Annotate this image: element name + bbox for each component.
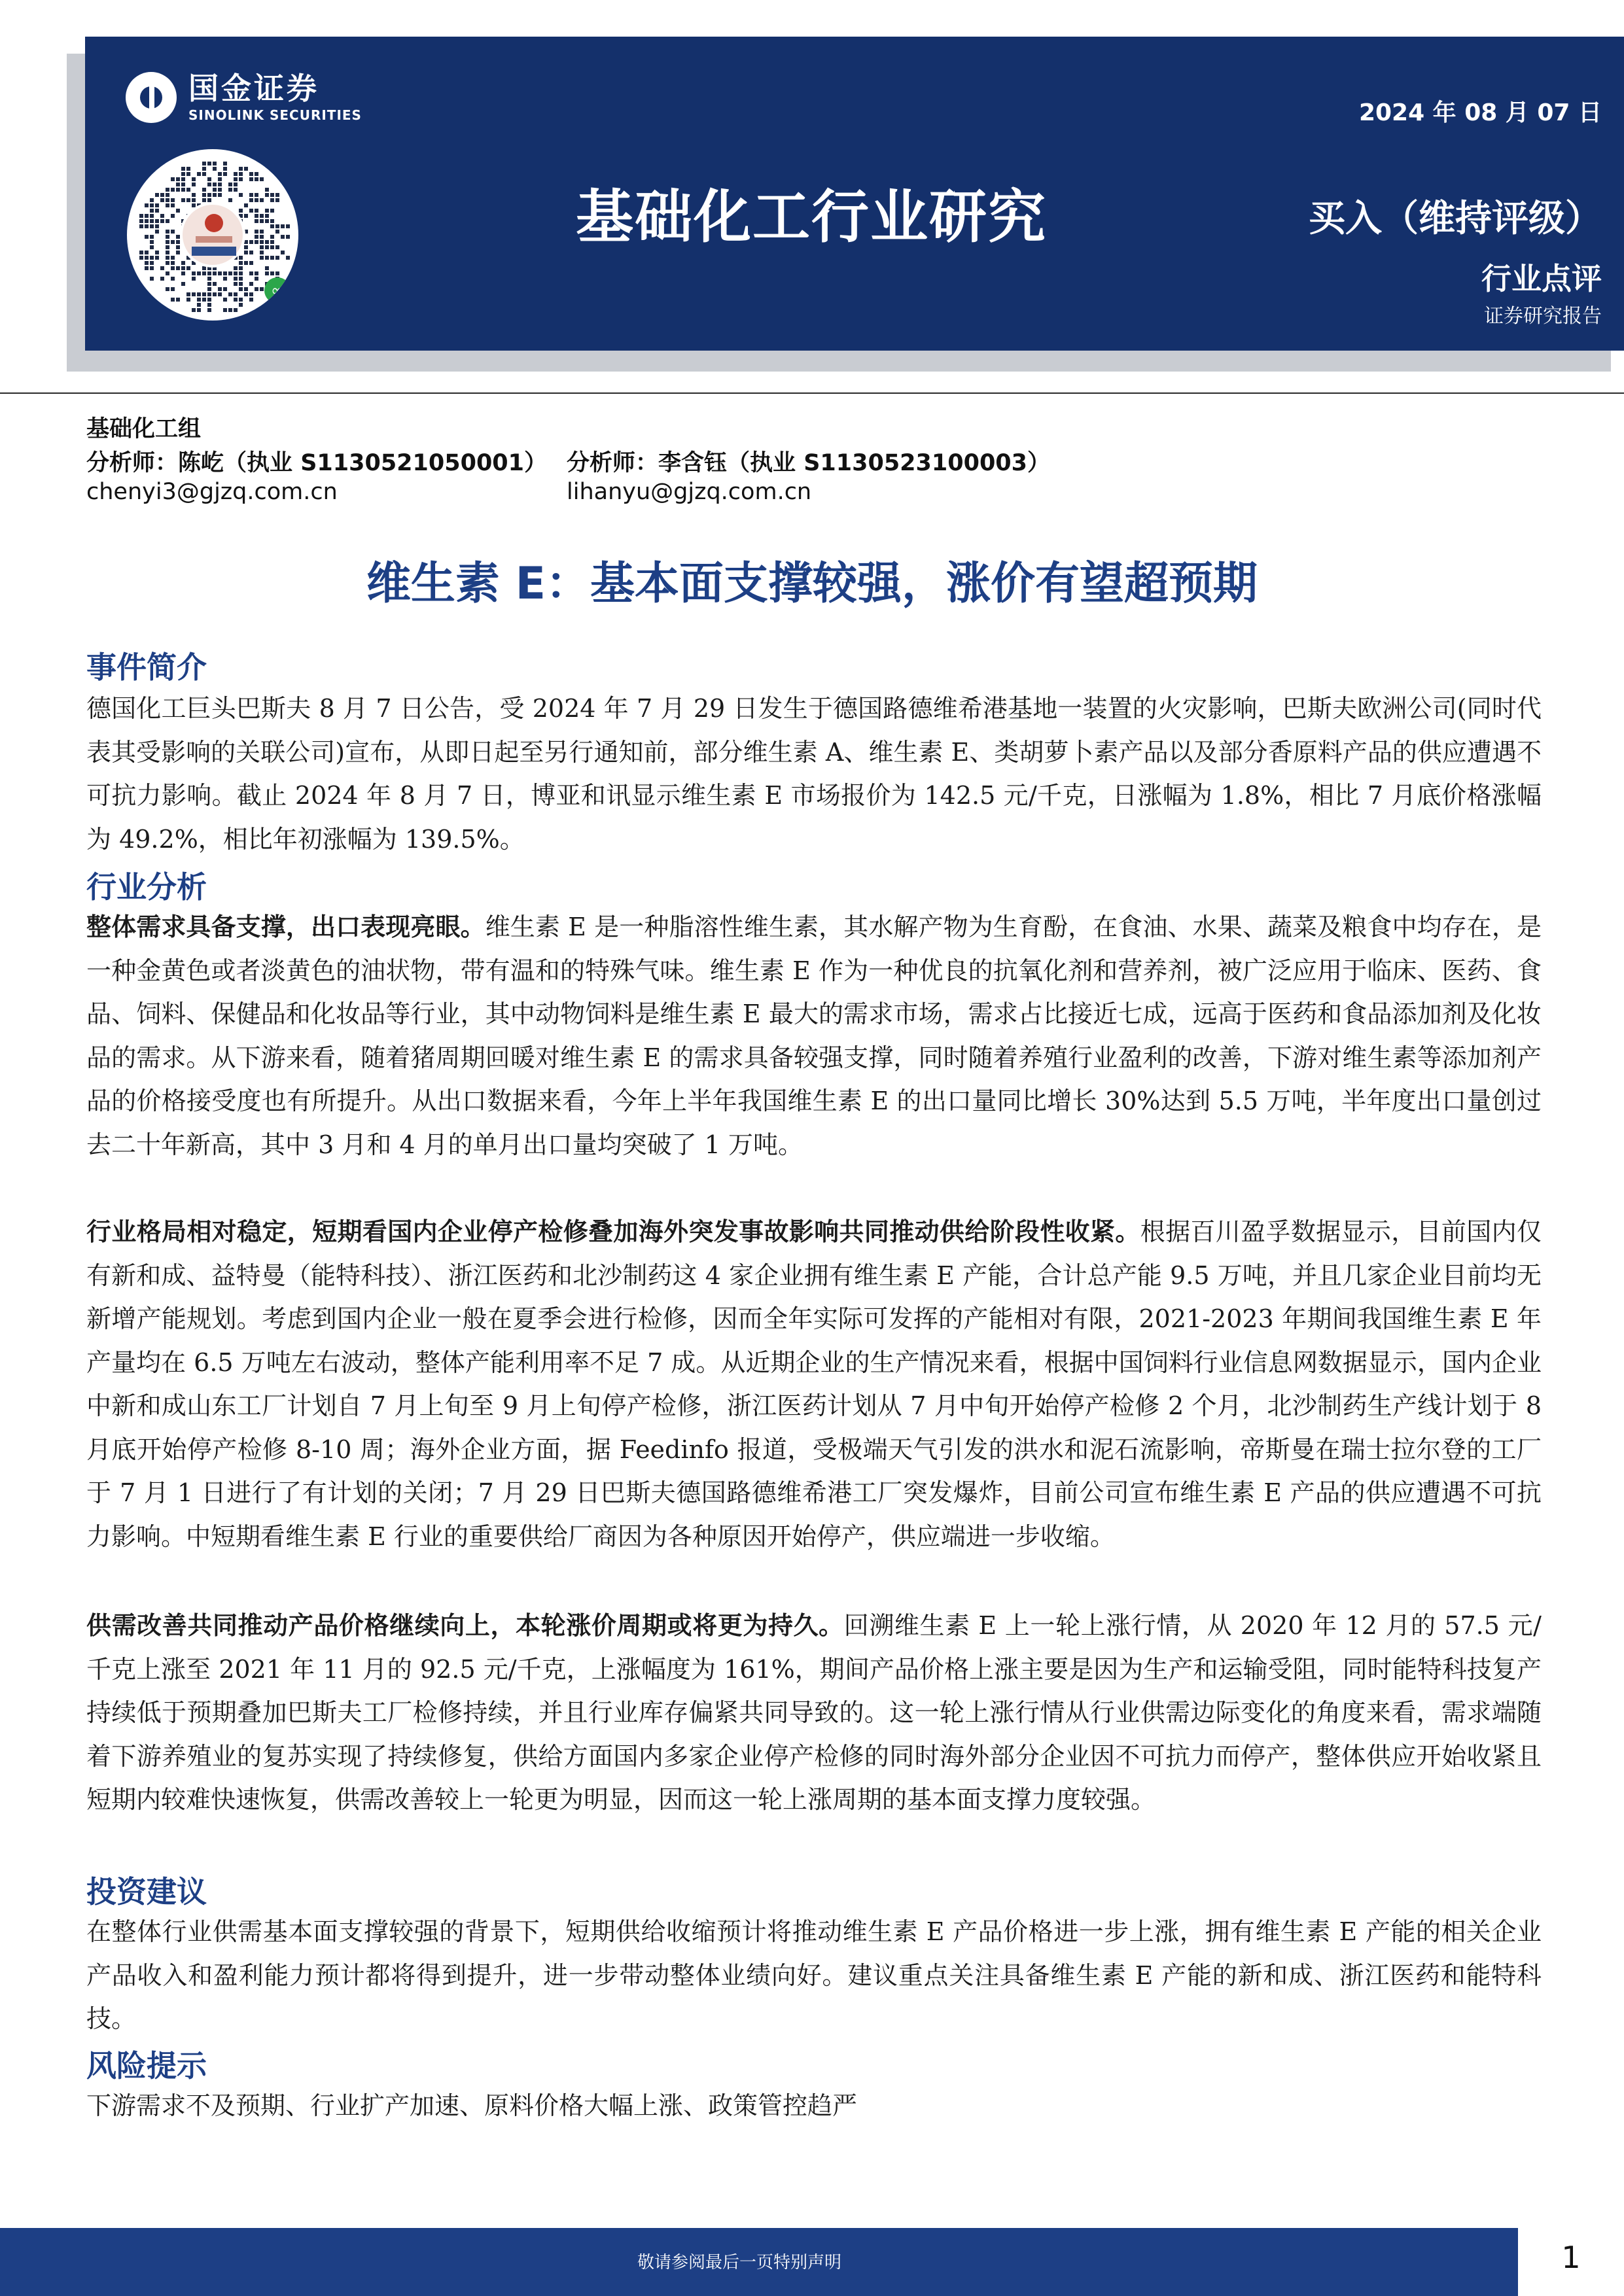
- report-type-label: 证券研究报告: [1484, 305, 1602, 328]
- analyst-2-email[interactable]: lihanyu@gjzq.com.cn: [567, 479, 812, 505]
- mini-program-badge-icon: ∞: [264, 277, 291, 304]
- risk-paragraph: 下游需求不及预期、行业扩产加速、原料价格大幅上涨、政策管控趋严: [86, 2091, 858, 2120]
- industry-paragraph-1: [86, 905, 1542, 1166]
- industry-p2-text: 根据百川盈孚数据显示，目前国内仅有新和成、益特曼（能特科技）、浙江医药和北沙制药这 4 家企业拥有维生素 E 产能，合计总产能 9.5 万吨，并且几家企业目前均无新增产能规划。考虑到国内企业一般在夏季会进行检修，因而全年实际可发挥的产能相对有限，2021-2023 年期间我国维生素 E 年产量均在 6.5 万吨左右波动，整体产能利用率不足 7 成。从近期企业的生产情况来看，根据中国饲料行业信息网数据显示，国内企业中新和成山东工厂计划自 7 月上旬至 9 月上旬停产检修，浙江医药计划从 7 月中旬开始停产检修 2 个月，北沙制药生产线计划于 8 月底开始停产检修 8-10 周；海外企业方面，据 Feedinfo 报道，受极端天气引发的洪水和泥石流影响，帝斯曼在瑞士拉尔登的工厂于 7 月 1 日进行了有计划的关闭；7 月 29 日巴斯夫德国路德维希港工厂突发爆炸，目前公司宣布维生素 E 产品的供应遭遇不可抗力影响。中短期看维生素 E 行业的重要供给厂商因为各种原因开始停产，供应端进一步收缩。: [86, 1217, 1542, 1551]
- industry-p1-text: 维生素 E 是一种脂溶性维生素，其水解产物为生育酚，在食油、水果、蔬菜及粮食中均存在，是一种金黄色或者淡黄色的油状物，带有温和的特殊气味。维生素 E 作为一种优良的抗氧化剂和营养剂，被广泛应用于临床、医药、食品、饲料、保健品和化妆品等行业，其中动物饲料是维生素 E 最大的需求市场，需求占比接近七成，远高于医药和食品添加剂及化妆品的需求。从下游来看，随着猪周期回暖对维生素 E 的需求具备较强支撑，同时随着养殖行业盈利的改善，下游对维生素等添加剂产品的价格接受度也有所提升。从出口数据来看，今年上半年我国维生素 E 的出口量同比增长 30%达到 5.5 万吨，半年度出口量创过去二十年新高，其中 3 月和 4 月的单月出口量均突破了 1 万吨。: [86, 913, 1542, 1159]
- industry-p2-lead: 行业格局相对稳定，短期看国内企业停产检修叠加海外突发事故影响共同推动供给阶段性收紧。: [86, 1217, 1140, 1246]
- page-number: 1: [1561, 2240, 1581, 2275]
- sinolink-logo-icon: [126, 72, 177, 123]
- header-divider: [0, 392, 1624, 394]
- analyst-1-name: 陈屹（执业 S1130521050001）: [178, 450, 547, 476]
- company-logo: [126, 72, 362, 123]
- wechat-mini-program-qr-icon[interactable]: [127, 149, 298, 321]
- section-heading-event: 事件简介: [86, 650, 207, 685]
- report-main-title: 维生素 E：基本面支撑较强，涨价有望超预期: [366, 558, 1258, 610]
- section-heading-invest: 投资建议: [86, 1874, 207, 1909]
- analyst-2-name: 李含钰（执业 S1130523100003）: [658, 450, 1050, 476]
- footer-disclaimer[interactable]: 敬请参阅最后一页特别声明: [637, 2253, 841, 2272]
- logo-chinese-name: 国金证券: [188, 71, 319, 106]
- report-date: 2024 年 08 月 07 日: [1358, 99, 1602, 126]
- invest-paragraph: 在整体行业供需基本面支撑较强的背景下，短期供给收缩预计将推动维生素 E 产品价格进一步上涨，拥有维生素 E 产能的相关企业产品收入和盈利能力预计都将得到提升，进一步带动整体业绩向好。建议重点关注具备维生素 E 产能的新和成、浙江医药和能特科技。: [86, 1917, 1542, 2033]
- investment-rating: 买入（维持评级）: [1309, 198, 1602, 240]
- qr-center-logo-icon: [180, 202, 245, 268]
- industry-p3-text: 回溯维生素 E 上一轮上涨行情，从 2020 年 12 月的 57.5 元/千克上涨至 2021 年 11 月的 92.5 元/千克，上涨幅度为 161%，期间产品价格上涨主要是因为生产和运输受阻，同时能特科技复产持续低于预期叠加巴斯夫工厂检修持续，并且行业库存偏紧共同导致的。这一轮上涨行情从行业供需边际变化的角度来看，需求端随着下游养殖业的复苏实现了持续修复，供给方面国内多家企业停产检修的同时海外部分企业因不可抗力而停产，整体供应开始收紧且短期内较难快速恢复，供需改善较上一轮更为明显，因而这一轮上涨周期的基本面支撑力度较强。: [86, 1611, 1542, 1814]
- analyst-2: [567, 445, 1050, 478]
- analyst-group: 基础化工组: [86, 416, 202, 442]
- industry-p3-lead: 供需改善共同推动产品价格继续向上，本轮涨价周期或将更为持久。: [86, 1611, 844, 1640]
- industry-paragraph-3: [86, 1604, 1542, 1822]
- analyst-2-prefix: 分析师：: [567, 450, 659, 476]
- analyst-1-email[interactable]: chenyi3@gjzq.com.cn: [86, 479, 338, 505]
- section-heading-industry: 行业分析: [86, 869, 207, 905]
- analyst-1-prefix: 分析师：: [86, 450, 179, 476]
- industry-paragraph-2: [86, 1210, 1542, 1558]
- analyst-1: [86, 445, 547, 478]
- section-heading-risk: 风险提示: [86, 2048, 207, 2083]
- event-paragraph: 德国化工巨头巴斯夫 8 月 7 日公告，受 2024 年 7 月 29 日发生于德国路德维希港基地一装置的火灾影响，巴斯夫欧洲公司(同时代表其受影响的关联公司)宣布，从即日起至另行通知前，部分维生素 A、维生素 E、类胡萝卜素产品以及部分香原料产品的供应遭遇不可抗力影响。截止 2024 年 8 月 7 日，博亚和讯显示维生素 E 市场报价为 142.5 元/千克，日涨幅为 1.8%，相比 7 月底价格涨幅为 49.2%，相比年初涨幅为 139.5%。: [86, 694, 1542, 854]
- industry-p1-lead: 整体需求具备支撑，出口表现亮眼。: [86, 913, 485, 941]
- report-doc-type: 行业点评: [1481, 261, 1602, 296]
- logo-english-name: SINOLINK SECURITIES: [188, 107, 362, 123]
- report-industry-title: 基础化工行业研究: [576, 183, 1048, 251]
- report-header-banner: [85, 37, 1624, 351]
